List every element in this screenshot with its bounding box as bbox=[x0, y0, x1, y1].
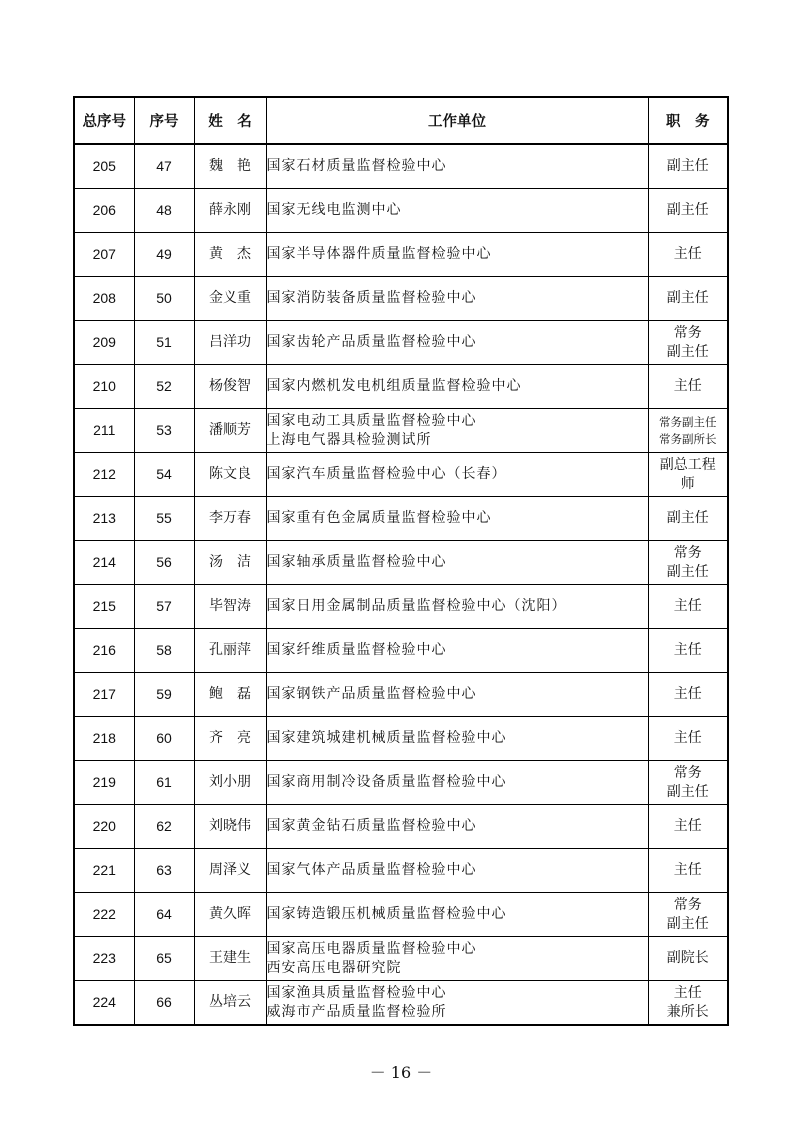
table-row bbox=[74, 629, 728, 673]
unit-cell: 国家汽车质量监督检验中心（长春） bbox=[266, 453, 648, 497]
seq-no-cell: 51 bbox=[134, 321, 194, 365]
header-total-no: 总序号 bbox=[74, 97, 134, 144]
seq-no-cell: 55 bbox=[134, 497, 194, 541]
table-row bbox=[74, 144, 728, 189]
unit-cell: 国家石材质量监督检验中心 bbox=[266, 144, 648, 189]
total-no-cell: 210 bbox=[74, 365, 134, 409]
table-row bbox=[74, 365, 728, 409]
unit-cell: 国家半导体器件质量监督检验中心 bbox=[266, 233, 648, 277]
header-name: 姓 名 bbox=[194, 97, 266, 144]
table-row bbox=[74, 805, 728, 849]
seq-no-cell: 47 bbox=[134, 144, 194, 189]
name-cell: 潘顺芳 bbox=[194, 409, 266, 453]
name-cell: 魏 艳 bbox=[194, 144, 266, 189]
header-unit: 工作单位 bbox=[266, 97, 648, 144]
seq-no-cell: 54 bbox=[134, 453, 194, 497]
table-row bbox=[74, 189, 728, 233]
seq-no-cell: 48 bbox=[134, 189, 194, 233]
name-cell: 金义重 bbox=[194, 277, 266, 321]
table-row bbox=[74, 849, 728, 893]
seq-no-cell: 61 bbox=[134, 761, 194, 805]
table-row bbox=[74, 893, 728, 937]
total-no-cell: 212 bbox=[74, 453, 134, 497]
total-no-cell: 221 bbox=[74, 849, 134, 893]
total-no-cell: 219 bbox=[74, 761, 134, 805]
position-cell: 常务 副主任 bbox=[648, 761, 728, 805]
personnel-table bbox=[73, 96, 729, 1026]
seq-no-cell: 56 bbox=[134, 541, 194, 585]
position-cell: 主任 bbox=[648, 233, 728, 277]
position-cell: 主任 bbox=[648, 805, 728, 849]
position-cell: 副主任 bbox=[648, 144, 728, 189]
name-cell: 鲍 磊 bbox=[194, 673, 266, 717]
total-no-cell: 206 bbox=[74, 189, 134, 233]
table-row bbox=[74, 541, 728, 585]
position-cell: 常务 副主任 bbox=[648, 541, 728, 585]
table-row bbox=[74, 585, 728, 629]
name-cell: 王建生 bbox=[194, 937, 266, 981]
name-cell: 刘晓伟 bbox=[194, 805, 266, 849]
page-number: － 16 － bbox=[369, 1063, 433, 1082]
position-cell: 主任 bbox=[648, 673, 728, 717]
total-no-cell: 223 bbox=[74, 937, 134, 981]
table-row bbox=[74, 233, 728, 277]
total-no-cell: 224 bbox=[74, 981, 134, 1026]
seq-no-cell: 57 bbox=[134, 585, 194, 629]
total-no-cell: 214 bbox=[74, 541, 134, 585]
position-cell: 主任 bbox=[648, 629, 728, 673]
table-row bbox=[74, 453, 728, 497]
name-cell: 毕智涛 bbox=[194, 585, 266, 629]
name-cell: 周泽义 bbox=[194, 849, 266, 893]
position-cell: 副主任 bbox=[648, 277, 728, 321]
unit-cell: 国家黄金钻石质量监督检验中心 bbox=[266, 805, 648, 849]
total-no-cell: 220 bbox=[74, 805, 134, 849]
unit-cell: 国家钢铁产品质量监督检验中心 bbox=[266, 673, 648, 717]
position-cell: 常务 副主任 bbox=[648, 893, 728, 937]
table-row bbox=[74, 409, 728, 453]
unit-cell: 国家消防装备质量监督检验中心 bbox=[266, 277, 648, 321]
unit-cell: 国家日用金属制品质量监督检验中心（沈阳） bbox=[266, 585, 648, 629]
unit-cell: 国家内燃机发电机组质量监督检验中心 bbox=[266, 365, 648, 409]
name-cell: 黄久晖 bbox=[194, 893, 266, 937]
unit-cell: 国家商用制冷设备质量监督检验中心 bbox=[266, 761, 648, 805]
name-cell: 刘小朋 bbox=[194, 761, 266, 805]
seq-no-cell: 64 bbox=[134, 893, 194, 937]
name-cell: 陈文良 bbox=[194, 453, 266, 497]
unit-cell: 国家气体产品质量监督检验中心 bbox=[266, 849, 648, 893]
seq-no-cell: 59 bbox=[134, 673, 194, 717]
position-cell: 副总工程 师 bbox=[648, 453, 728, 497]
name-cell: 吕洋功 bbox=[194, 321, 266, 365]
position-cell: 常务 副主任 bbox=[648, 321, 728, 365]
position-cell: 常务副主任 常务副所长 bbox=[648, 409, 728, 453]
seq-no-cell: 49 bbox=[134, 233, 194, 277]
table-row bbox=[74, 673, 728, 717]
unit-cell: 国家渔具质量监督检验中心 威海市产品质量监督检验所 bbox=[266, 981, 648, 1026]
table-row bbox=[74, 277, 728, 321]
unit-cell: 国家建筑城建机械质量监督检验中心 bbox=[266, 717, 648, 761]
seq-no-cell: 53 bbox=[134, 409, 194, 453]
total-no-cell: 216 bbox=[74, 629, 134, 673]
unit-cell: 国家轴承质量监督检验中心 bbox=[266, 541, 648, 585]
name-cell: 齐 亮 bbox=[194, 717, 266, 761]
table-row bbox=[74, 321, 728, 365]
total-no-cell: 211 bbox=[74, 409, 134, 453]
name-cell: 黄 杰 bbox=[194, 233, 266, 277]
total-no-cell: 209 bbox=[74, 321, 134, 365]
unit-cell: 国家纤维质量监督检验中心 bbox=[266, 629, 648, 673]
total-no-cell: 222 bbox=[74, 893, 134, 937]
total-no-cell: 208 bbox=[74, 277, 134, 321]
name-cell: 孔丽萍 bbox=[194, 629, 266, 673]
position-cell: 主任 bbox=[648, 849, 728, 893]
unit-cell: 国家电动工具质量监督检验中心 上海电气器具检验测试所 bbox=[266, 409, 648, 453]
total-no-cell: 207 bbox=[74, 233, 134, 277]
table-body bbox=[74, 144, 728, 1025]
position-cell: 主任 bbox=[648, 717, 728, 761]
seq-no-cell: 58 bbox=[134, 629, 194, 673]
seq-no-cell: 60 bbox=[134, 717, 194, 761]
position-cell: 副主任 bbox=[648, 497, 728, 541]
unit-cell: 国家重有色金属质量监督检验中心 bbox=[266, 497, 648, 541]
total-no-cell: 218 bbox=[74, 717, 134, 761]
position-cell: 副院长 bbox=[648, 937, 728, 981]
total-no-cell: 217 bbox=[74, 673, 134, 717]
table-row bbox=[74, 937, 728, 981]
header-position: 职 务 bbox=[648, 97, 728, 144]
seq-no-cell: 65 bbox=[134, 937, 194, 981]
seq-no-cell: 52 bbox=[134, 365, 194, 409]
header-seq-no: 序号 bbox=[134, 97, 194, 144]
total-no-cell: 205 bbox=[74, 144, 134, 189]
table-row bbox=[74, 981, 728, 1026]
seq-no-cell: 50 bbox=[134, 277, 194, 321]
total-no-cell: 215 bbox=[74, 585, 134, 629]
name-cell: 汤 洁 bbox=[194, 541, 266, 585]
unit-cell: 国家无线电监测中心 bbox=[266, 189, 648, 233]
total-no-cell: 213 bbox=[74, 497, 134, 541]
unit-cell: 国家高压电器质量监督检验中心 西安高压电器研究院 bbox=[266, 937, 648, 981]
name-cell: 李万春 bbox=[194, 497, 266, 541]
unit-cell: 国家齿轮产品质量监督检验中心 bbox=[266, 321, 648, 365]
table-row bbox=[74, 717, 728, 761]
table-row bbox=[74, 761, 728, 805]
name-cell: 杨俊智 bbox=[194, 365, 266, 409]
name-cell: 薛永刚 bbox=[194, 189, 266, 233]
table-row bbox=[74, 497, 728, 541]
position-cell: 主任 bbox=[648, 365, 728, 409]
position-cell: 主任 bbox=[648, 585, 728, 629]
unit-cell: 国家铸造锻压机械质量监督检验中心 bbox=[266, 893, 648, 937]
position-cell: 副主任 bbox=[648, 189, 728, 233]
table-header-row bbox=[74, 97, 728, 144]
seq-no-cell: 66 bbox=[134, 981, 194, 1026]
seq-no-cell: 62 bbox=[134, 805, 194, 849]
seq-no-cell: 63 bbox=[134, 849, 194, 893]
name-cell: 丛培云 bbox=[194, 981, 266, 1026]
position-cell: 主任 兼所长 bbox=[648, 981, 728, 1026]
